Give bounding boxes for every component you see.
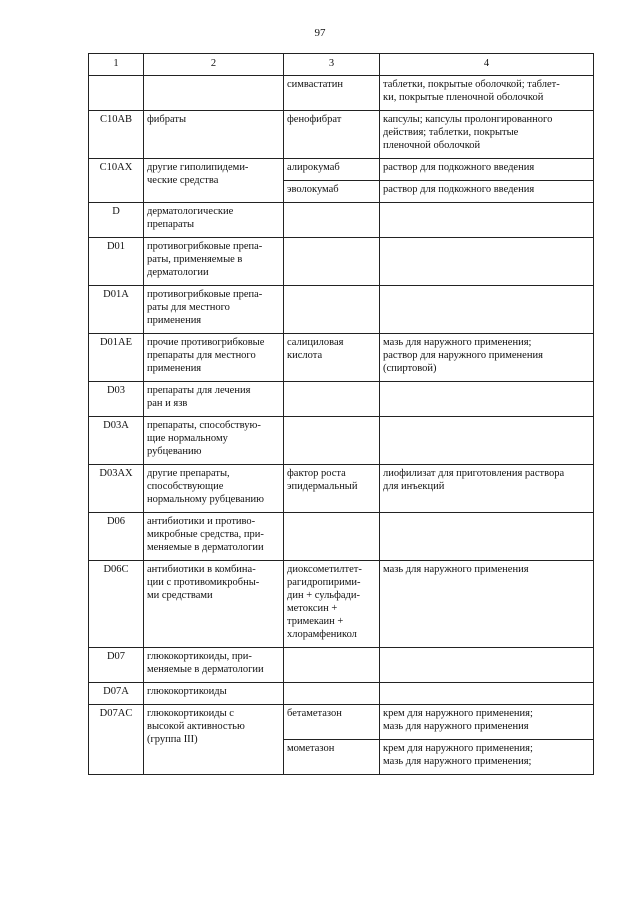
drug-cell: [284, 382, 380, 417]
group-cell: другие гиполипидеми- ческие средства: [144, 159, 284, 203]
table-row: [89, 286, 594, 334]
table-row: [89, 111, 594, 159]
table-row: [89, 76, 594, 111]
group-cell: противогрибковые препа- раты, применяемые в дерматологии: [144, 238, 284, 286]
dosage-form-cell: [380, 382, 594, 417]
group-cell: глюкокортикоиды, при- меняемые в дерматологии: [144, 648, 284, 683]
table-row: [89, 465, 594, 513]
atc-code-cell: C10AX: [89, 159, 144, 203]
table-row: [89, 648, 594, 683]
header-cell: 2: [144, 54, 284, 76]
group-cell: глюкокортикоиды с высокой активностью (группа III): [144, 705, 284, 775]
table-row: [89, 705, 594, 740]
dosage-form-cell: [380, 203, 594, 238]
drug-cell: [284, 286, 380, 334]
drug-cell: фактор роста эпидермальный: [284, 465, 380, 513]
atc-code-cell: D03AX: [89, 465, 144, 513]
drug-cell: диоксометилтет- рагидропирими- дин + сульфади- метоксин + тримекаин + хлорамфеникол: [284, 561, 380, 648]
table-header-row: [89, 54, 594, 76]
dosage-form-cell: таблетки, покрытые оболочкой; таблет- ки, покрытые пленочной оболочкой: [380, 76, 594, 111]
dosage-form-cell: капсулы; капсулы пролонгированного действия; таблетки, покрытые пленочной оболочкой: [380, 111, 594, 159]
drug-cell: симвастатин: [284, 76, 380, 111]
table-row: [89, 683, 594, 705]
table-row: [89, 334, 594, 382]
drug-cell: [284, 513, 380, 561]
dosage-form-cell: [380, 238, 594, 286]
table-row: [89, 382, 594, 417]
drug-cell: [284, 417, 380, 465]
header-cell: 4: [380, 54, 594, 76]
dosage-form-cell: [380, 417, 594, 465]
atc-code-cell: D01: [89, 238, 144, 286]
atc-code-cell: D07: [89, 648, 144, 683]
dosage-form-cell: мазь для наружного применения; раствор для наружного применения (спиртовой): [380, 334, 594, 382]
header-cell: 3: [284, 54, 380, 76]
dosage-form-cell: раствор для подкожного введения: [380, 159, 594, 181]
group-cell: прочие противогрибковые препараты для местного применения: [144, 334, 284, 382]
group-cell: дерматологические препараты: [144, 203, 284, 238]
drug-cell: алирокумаб: [284, 159, 380, 181]
group-cell: другие препараты, способствующие нормальному рубцеванию: [144, 465, 284, 513]
table-row: [89, 203, 594, 238]
dosage-form-cell: [380, 648, 594, 683]
page-number: 97: [314, 27, 326, 39]
dosage-form-cell: крем для наружного применения; мазь для наружного применения: [380, 705, 594, 740]
drug-cell: [284, 648, 380, 683]
atc-code-cell: C10AB: [89, 111, 144, 159]
atc-code-cell: D06: [89, 513, 144, 561]
header-cell: 1: [89, 54, 144, 76]
dosage-form-cell: крем для наружного применения; мазь для наружного применения;: [380, 740, 594, 775]
group-cell: фибраты: [144, 111, 284, 159]
atc-code-cell: D01A: [89, 286, 144, 334]
table-row: [89, 417, 594, 465]
dosage-form-cell: лиофилизат для приготовления раствора для инъекций: [380, 465, 594, 513]
dosage-form-cell: мазь для наружного применения: [380, 561, 594, 648]
drug-cell: фенофибрат: [284, 111, 380, 159]
drug-cell: эволокумаб: [284, 181, 380, 203]
dosage-form-cell: раствор для подкожного введения: [380, 181, 594, 203]
atc-code-cell: D06C: [89, 561, 144, 648]
group-cell: препараты, способствую- щие нормальному рубцеванию: [144, 417, 284, 465]
table-row: [89, 561, 594, 648]
drug-cell: [284, 238, 380, 286]
drug-cell: салициловая кислота: [284, 334, 380, 382]
dosage-form-cell: [380, 683, 594, 705]
dosage-form-cell: [380, 286, 594, 334]
atc-code-cell: D: [89, 203, 144, 238]
table-row: [89, 159, 594, 181]
atc-code-cell: D01AE: [89, 334, 144, 382]
table-row: [89, 513, 594, 561]
atc-code-cell: D03A: [89, 417, 144, 465]
group-cell: антибиотики в комбина- ции с противомикробны- ми средствами: [144, 561, 284, 648]
drug-cell: [284, 203, 380, 238]
group-cell: противогрибковые препа- раты для местного применения: [144, 286, 284, 334]
group-cell: [144, 76, 284, 111]
atc-code-cell: D07A: [89, 683, 144, 705]
group-cell: препараты для лечения ран и язв: [144, 382, 284, 417]
drug-cell: мометазон: [284, 740, 380, 775]
group-cell: антибиотики и противо- микробные средства, при- меняемые в дерматологии: [144, 513, 284, 561]
atc-code-cell: D07AC: [89, 705, 144, 775]
drug-cell: бетаметазон: [284, 705, 380, 740]
atc-code-cell: D03: [89, 382, 144, 417]
atc-code-cell: [89, 76, 144, 111]
group-cell: глюкокортикоиды: [144, 683, 284, 705]
dosage-form-cell: [380, 513, 594, 561]
drug-cell: [284, 683, 380, 705]
table-row: [89, 238, 594, 286]
drug-classification-table: [88, 53, 594, 775]
